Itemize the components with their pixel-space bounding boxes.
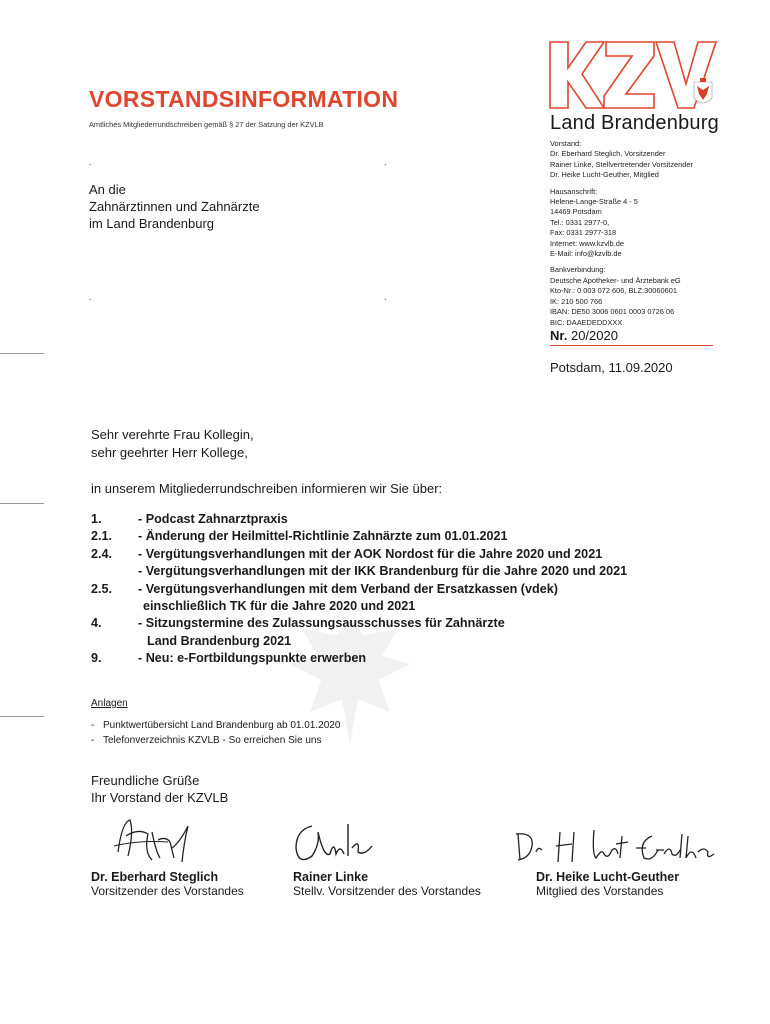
info-line: BIC: DAAEDEDDXXX — [550, 317, 623, 327]
closing-line: Ihr Vorstand der KZVLB — [91, 790, 229, 805]
list-item — [91, 563, 627, 580]
info-line: IBAN: DE50 3006 0601 0003 0726 06 — [550, 307, 675, 317]
signatory-role: Vorsitzender des Vorstandes — [91, 884, 244, 898]
info-line: Deutsche Apotheker- und Ärztebank eG — [550, 275, 681, 285]
window-mark: . — [89, 292, 92, 302]
sender-info — [550, 139, 725, 334]
address-info — [550, 187, 725, 260]
list-item — [91, 511, 627, 528]
info-line: Vorstand: — [550, 139, 582, 148]
info-line: Tel.: 0331 2977-0, — [550, 217, 610, 227]
item-bullet: - — [91, 720, 95, 731]
item-text: Punktwertübersicht Land Brandenburg ab 01.01.2020 — [103, 720, 341, 731]
list-item — [91, 546, 627, 563]
info-line: Kto-Nr.: 0 003 072 606, BLZ:30060601 — [550, 286, 677, 296]
fold-mark — [0, 353, 44, 354]
signatory-role: Mitglied des Vorstandes — [536, 884, 664, 898]
kzv-logo-icon — [546, 38, 718, 112]
info-line: IK: 210 500 766 — [550, 296, 603, 306]
item-number: 2.1. — [91, 529, 113, 544]
signature-lucht-geuther-icon — [512, 824, 717, 872]
window-mark: . — [384, 157, 387, 167]
item-text: - Vergütungsverhandlungen mit der IKK Brandenburg für die Jahre 2020 und 2021 — [138, 564, 628, 579]
list-item — [91, 650, 627, 667]
signatory-name: Dr. Heike Lucht-Geuther — [536, 870, 680, 884]
item-number: 1. — [91, 512, 102, 526]
item-number: 2.4. — [91, 546, 113, 561]
document-title: VORSTANDSINFORMATION — [89, 86, 399, 112]
list-item — [91, 633, 627, 650]
info-line: E-Mail: info@kzvlb.de — [550, 249, 622, 259]
number-label: Nr. — [550, 328, 568, 343]
salutation — [91, 426, 254, 462]
topics-list — [91, 511, 627, 668]
logo-text: Land Brandenburg — [550, 112, 719, 134]
letter-date: Potsdam, 11.09.2020 — [550, 360, 673, 375]
info-line: Internet: www.kzvlb.de — [550, 238, 624, 248]
signatory-role: Stellv. Vorsitzender des Vorstandes — [293, 884, 481, 898]
list-item — [91, 528, 627, 545]
salutation-line: sehr geehrter Herr Kollege, — [91, 445, 248, 460]
info-line: Dr. Heike Lucht-Geuther, Mitglied — [550, 170, 659, 180]
info-line: Helene-Lange-Straße 4 - 5 — [550, 197, 638, 207]
signatory-name: Dr. Eberhard Steglich — [91, 870, 219, 884]
info-line: Hausanschrift: — [550, 186, 598, 196]
closing — [91, 772, 228, 806]
signature-steglich-icon — [108, 812, 198, 872]
item-text: - Änderung der Heilmittel-Richtlinie Zahnärzte zum 01.01.2021 — [138, 529, 508, 544]
item-text: - Sitzungstermine des Zulassungsausschusses für Zahnärzte — [138, 616, 505, 631]
list-item — [91, 598, 627, 615]
recipient-address — [89, 181, 260, 232]
item-text: - Neu: e-Fortbildungspunkte erwerben — [138, 651, 367, 666]
list-item — [91, 718, 340, 733]
number-value: 20/2020 — [570, 328, 618, 343]
item-text: - Vergütungsverhandlungen mit der AOK Nordost für die Jahre 2020 und 2021 — [138, 546, 603, 561]
attachments-list — [91, 718, 340, 748]
list-item — [91, 581, 627, 598]
board-info — [550, 139, 725, 181]
info-line: Dr. Eberhard Steglich, Vorsitzender — [550, 149, 666, 159]
signature-block-3 — [536, 870, 679, 898]
item-number — [91, 633, 138, 650]
address-line: An die — [89, 182, 126, 197]
item-text: - Vergütungsverhandlungen mit dem Verband der Ersatzkassen (vdek) — [138, 581, 558, 596]
fold-mark — [0, 716, 44, 717]
item-number — [91, 563, 138, 580]
window-mark: . — [89, 157, 92, 167]
item-text: Telefonverzeichnis KZVLB - So erreichen Sie uns — [103, 735, 322, 746]
item-number: 9. — [91, 651, 102, 666]
item-number — [91, 598, 138, 615]
kzv-logo — [546, 38, 718, 138]
info-line: Bankverbindung: — [550, 265, 606, 275]
item-number: 4. — [91, 616, 102, 631]
list-item — [91, 615, 627, 632]
signatory-name: Rainer Linke — [293, 870, 369, 884]
address-line: Zahnärztinnen und Zahnärzte — [89, 199, 260, 214]
address-line: im Land Brandenburg — [89, 216, 215, 231]
document-subtitle: Amtliches Mitgliederrundschreiben gemäß § 27 der Satzung der KZVLB — [89, 120, 324, 129]
bank-info — [550, 265, 725, 327]
item-bullet: - — [91, 735, 95, 746]
item-text: Land Brandenburg 2021 — [147, 633, 292, 648]
salutation-line: Sehr verehrte Frau Kollegin, — [91, 427, 254, 442]
intro-text: in unserem Mitgliederrundschreiben informieren wir Sie über: — [91, 481, 443, 496]
info-line: Fax: 0331 2977-318 — [550, 228, 617, 238]
info-line: 14469 Potsdam — [550, 207, 602, 217]
item-number: 2.5. — [91, 581, 113, 596]
closing-line: Freundliche Grüße — [91, 773, 200, 788]
item-text: - Podcast Zahnarztpraxis — [138, 512, 288, 526]
list-item — [91, 733, 340, 748]
signature-linke-icon — [290, 818, 380, 870]
signature-block-2 — [293, 870, 481, 898]
signature-block-1 — [91, 870, 244, 898]
circular-number — [550, 328, 713, 346]
attachments-heading: Anlagen — [91, 698, 128, 709]
info-line: Rainer Linke, Stellvertretender Vorsitzender — [550, 159, 693, 169]
fold-mark — [0, 503, 44, 504]
item-text: einschließlich TK für die Jahre 2020 und 2021 — [143, 599, 416, 614]
window-mark: . — [384, 292, 387, 302]
